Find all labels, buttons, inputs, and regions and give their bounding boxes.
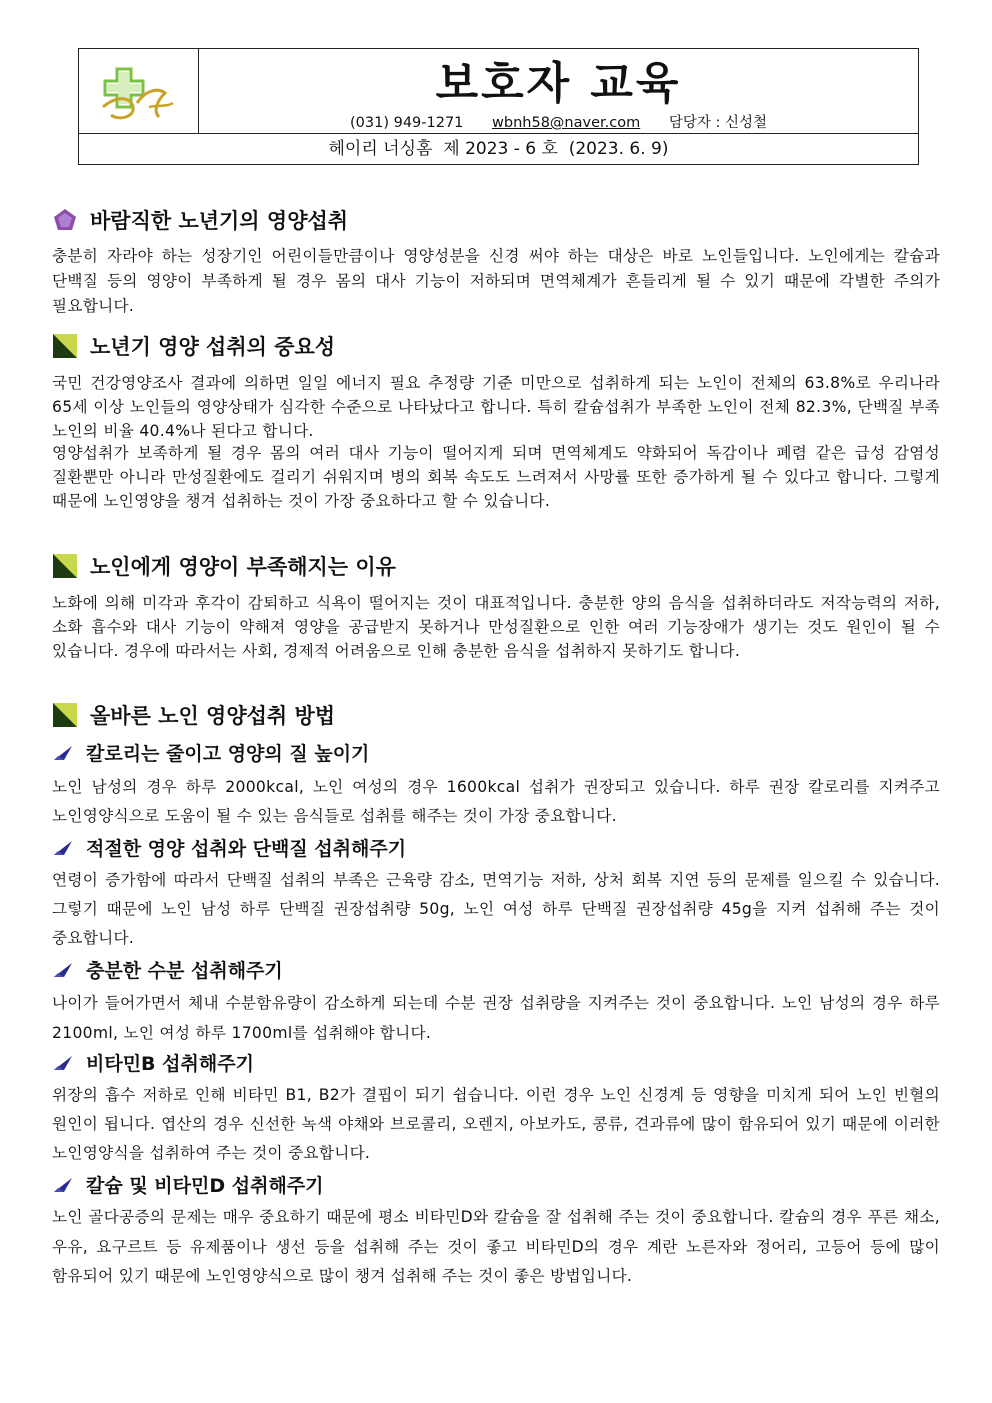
page-title: 보호자 교육 <box>435 58 682 109</box>
email-link[interactable]: wbnh58@naver.com <box>492 115 641 131</box>
logo <box>79 49 199 133</box>
subheading-4: 비타민B 섭취해주기 <box>52 1049 254 1076</box>
subheading-3: 충분한 수분 섭취해주기 <box>52 956 283 983</box>
subsection-1-body: 노인 남성의 경우 하루 2000kcal, 노인 여성의 경우 1600kcal 섭취가 권장되고 있습니다. 하루 권장 칼로리를 지켜주고 노인영양식으로 도움이 될 수 있는 음식들로 섭취를 해주는 것이 가장 중요합니다. <box>52 778 940 825</box>
section-1-body: 충분히 자라야 하는 성장기인 어린이들만큼이나 영양성분을 신경 써야 하는 대상은 바로 노인들입니다. 노인에게는 칼슘과 단백질 등의 영양이 부족하게 될 경우 몸의 대사 기능이 저하되며 면역체계가 흔들리게 될 수 있기 때문에 각별한 주의가 필요합니다. <box>52 247 940 315</box>
arrow-icon <box>52 744 74 762</box>
phone: (031) 949-1271 <box>350 115 464 131</box>
subheading-1: 칼로리는 줄이고 영양의 질 높이기 <box>52 739 369 766</box>
subsection-4-body: 위장의 흡수 저하로 인해 비타민 B1, B2가 결핍이 되기 쉽습니다. 이런 경우 노인 신경계 등 영향을 미치게 되어 노인 빈혈의 원인이 됩니다. 엽산의 경우 신선한 녹색 야채와 브로콜리, 오렌지, 아보카도, 콩류, 견과류에 많이 함유되어 있기 때문에 이러한 노인영양식을 섭취하여 주는 것이 중요합니다. <box>52 1086 940 1162</box>
section-heading-1: 바람직한 노년기의 영양섭취 <box>52 205 348 235</box>
subsection-3-body: 나이가 들어가면서 체내 수분함유량이 감소하게 되는데 수분 권장 섭취량을 지켜주는 것이 중요합니다. 노인 남성의 경우 하루 2100ml, 노인 여성 하루 1700ml를 섭취해야 합니다. <box>52 994 940 1042</box>
subheading-5: 칼슘 및 비타민D 섭취해주기 <box>52 1171 324 1198</box>
title-cell <box>199 49 918 133</box>
issue-line: 헤이리 너싱홈 제 2023 - 6 호 (2023. 6. 9) <box>79 133 918 164</box>
subsection-2-body: 연령이 증가함에 따라서 단백질 섭취의 부족은 근육량 감소, 면역기능 저하, 상처 회복 지연 등의 문제를 일으킬 수 있습니다. 그렇기 때문에 노인 남성 하루 단백질 권장섭취량 50g, 노인 여성 하루 단백질 권장섭취량 45g을 지켜 섭취해 주는 것이 중요합니다. <box>52 871 940 947</box>
arrow-icon <box>52 839 74 857</box>
manager: 담당자 : 신성철 <box>668 115 767 131</box>
section-heading-2: 노년기 영양 섭취의 중요성 <box>52 331 335 361</box>
section-3-body: 노화에 의해 미각과 후각이 감퇴하고 식욕이 떨어지는 것이 대표적입니다. 충분한 양의 음식을 섭취하더라도 저작능력의 저하, 소화 흡수와 대사 기능이 약해져 영양을 공급받지 못하거나 만성질환으로 인한 여러 기능장애가 생기는 것도 원인이 될 수 있습니다. 경우에 따라서는 사회, 경제적 어려움으로 인해 충분한 음식을 섭취하지 못하기도 합니다. <box>52 594 940 660</box>
subsection-5-body: 노인 골다공증의 문제는 매우 중요하기 때문에 평소 비타민D와 칼슘을 잘 섭취해 주는 것이 중요합니다. 칼슘의 경우 푸른 채소, 우유, 요구르트 등 유제품이나 생선 등을 섭취해 주는 것이 좋고 비타민D의 경우 계란 노른자와 정어리, 고등어 등에 많이 함유되어 있기 때문에 노인영양식으로 많이 챙겨 섭취해 주는 것이 좋은 방법입니다. <box>52 1208 940 1285</box>
subheading-2: 적절한 영양 섭취와 단백질 섭취해주기 <box>52 834 406 861</box>
square-bullet-icon <box>52 553 78 579</box>
arrow-icon <box>52 1054 74 1072</box>
section-heading-3: 노인에게 영양이 부족해지는 이유 <box>52 551 396 581</box>
square-bullet-icon <box>52 333 78 359</box>
arrow-icon <box>52 1176 74 1194</box>
arrow-icon <box>52 961 74 979</box>
pentagon-icon <box>52 207 78 233</box>
header-box <box>78 48 919 165</box>
section-heading-4: 올바른 노인 영양섭취 방법 <box>52 700 335 730</box>
contact-line <box>199 111 918 132</box>
logo-cell <box>79 49 199 133</box>
section-2-body-1: 국민 건강영양조사 결과에 의하면 일일 에너지 필요 추정량 기준 미만으로 섭취하게 되는 노인이 전체의 63.8%로 우리나라 65세 이상 노인들의 영양상태가 심각한 수준으로 나타났다고 합니다. 특히 칼슘섭취가 부족한 노인이 전체 82.3%, 단백질 부족 노인의 비율 40.4%나 된다고 합니다. <box>52 374 940 440</box>
section-2-body-2: 영양섭취가 보족하게 될 경우 몸의 여러 대사 기능이 떨어지게 되며 면역체계도 약화되어 독감이나 폐렴 같은 급성 감염성 질환뿐만 아니라 만성질환에도 걸리기 쉬워지며 병의 회복 속도도 느려져서 사망률 또한 증가하게 될 수 있다고 합니다. 그렇게 때문에 노인영양을 챙겨 섭취하는 것이 가장 중요하다고 할 수 있습니다. <box>52 444 940 510</box>
square-bullet-icon <box>52 702 78 728</box>
